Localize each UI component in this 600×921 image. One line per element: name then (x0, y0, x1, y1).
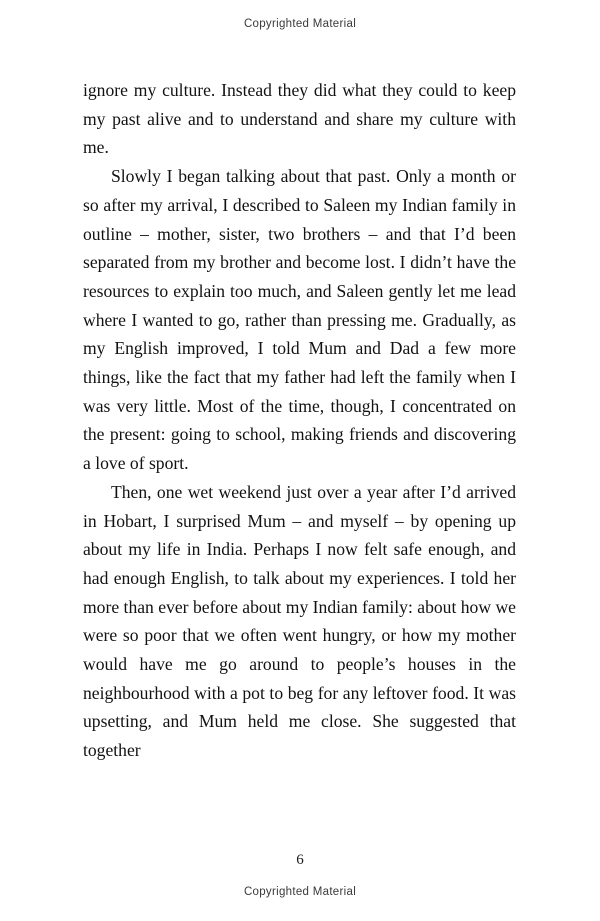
paragraph: Slowly I began talking about that past. Only a month or so after my arrival, I described to Saleen my Indian family in outline – mother, sister, two brothers – and that I’d been separated from my brother and become lost. I didn’t have the resources to explain too much, and Saleen gently let me lead where I wanted to go, rather than pressing me. Gradually, as my English improved, I told Mum and Dad a few more things, like the fact that my father had left the family when I was very little. Most of the time, though, I concentrated on the present: going to school, making friends and discovering a love of sport. (83, 166, 516, 474)
page-number: 6 (296, 852, 304, 868)
paragraph: ignore my culture. Instead they did what they could to keep my past alive and to understand and share my culture with me. (83, 80, 516, 158)
body-text (83, 76, 516, 765)
copyright-notice-top: Copyrighted Material (243, 18, 357, 30)
copyright-notice-bottom: Copyrighted Material (243, 886, 357, 898)
paragraph: Then, one wet weekend just over a year after I’d arrived in Hobart, I surprised Mum – and myself – by opening up about my life in India. Perhaps I now felt safe enough, and had enough English, to talk about my experiences. I told her more than ever before about my Indian family: about how we were so poor that we often went hungry, or how my mother would have me go around to people’s houses in the neighbourhood with a pot to beg for any leftover food. It was upsetting, and Mum held me close. She suggested that together (83, 481, 516, 761)
